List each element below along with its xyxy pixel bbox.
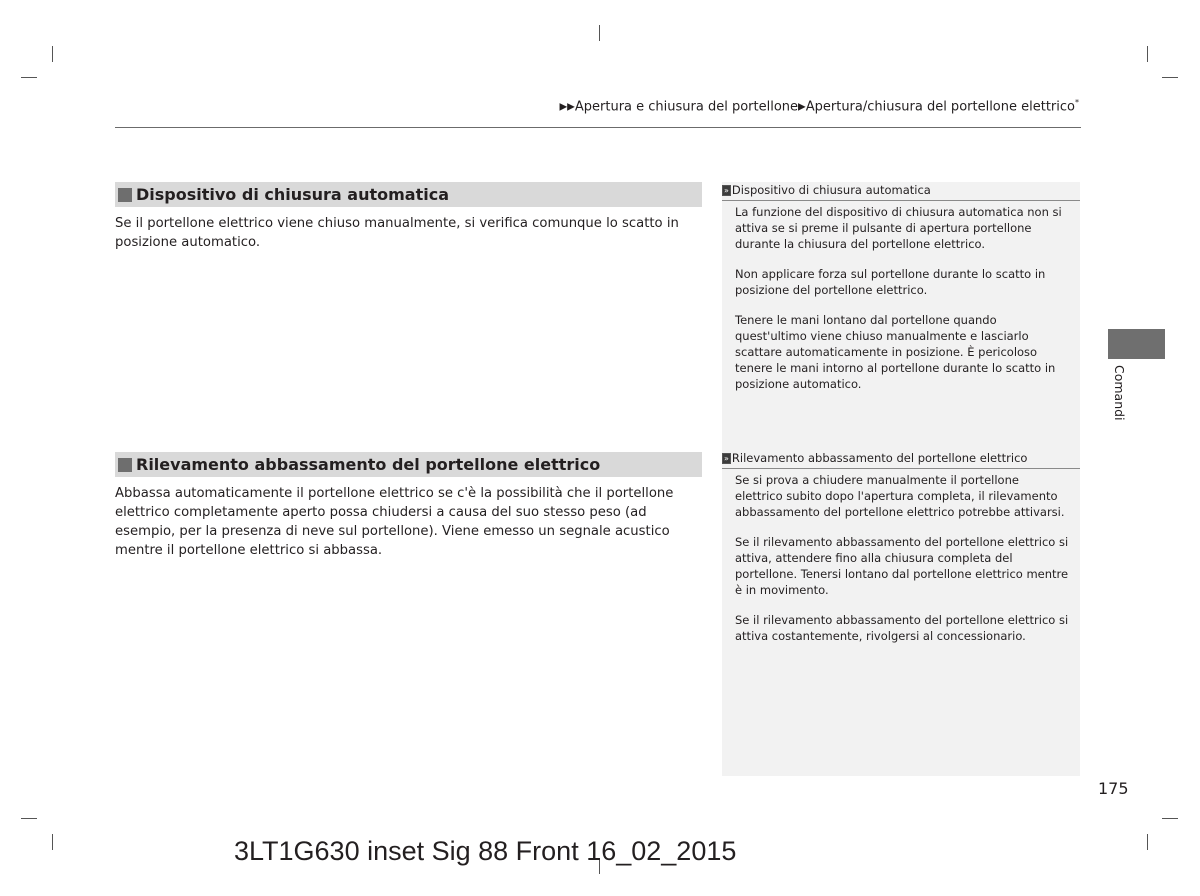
note-tag-icon: »: [724, 454, 729, 463]
section-heading-text: Dispositivo di chiusura automatica: [136, 185, 450, 204]
breadcrumb-separator-icon: ▶: [798, 101, 806, 113]
crop-mark: [52, 46, 53, 62]
heading-square-icon: [118, 458, 132, 472]
section-body: Se il portellone elettrico viene chiuso manualmente, si verifica comunque lo scatto in posizione automatico.: [115, 216, 679, 250]
heading-square-icon: [118, 188, 132, 202]
breadcrumb: [559, 98, 1079, 114]
note-body: [735, 204, 1069, 406]
page-number: 175: [1098, 779, 1129, 798]
section-heading: [115, 182, 702, 207]
asterisk: *: [1075, 98, 1079, 107]
crop-mark: [599, 25, 600, 41]
breadcrumb-arrows-icon: ▶▶: [559, 101, 575, 113]
breadcrumb-item: Apertura/chiusura del portellone elettrico: [805, 99, 1075, 115]
print-slug: 3LT1G630 inset Sig 88 Front 16_02_2015: [234, 836, 737, 866]
note-tag-icon: »: [724, 186, 729, 195]
note-paragraph: Se si prova a chiudere manualmente il portellone elettrico subito dopo l'apertura completa, il rilevamento abbassamento del portellone elettrico potrebbe attivarsi.: [735, 473, 1065, 519]
section-heading-text: Rilevamento abbassamento del portellone elettrico: [136, 455, 601, 474]
note-title-text: Rilevamento abbassamento del portellone elettrico: [731, 451, 1028, 465]
chapter-tab: [1108, 329, 1165, 359]
crop-mark: [52, 834, 53, 850]
crop-mark: [1147, 46, 1148, 62]
crop-mark: [21, 77, 37, 78]
crop-mark: [1162, 818, 1178, 819]
header-divider: [115, 127, 1081, 128]
section-heading: [115, 452, 702, 477]
note-body: [735, 472, 1069, 658]
breadcrumb-item: Apertura e chiusura del portellone: [574, 99, 799, 115]
note-title-text: Dispositivo di chiusura automatica: [731, 183, 931, 197]
note-paragraph: Non applicare forza sul portellone durante lo scatto in posizione del portellone elettrico.: [735, 267, 1046, 297]
note-title: [722, 450, 1080, 469]
crop-mark: [21, 818, 37, 819]
note-paragraph: Se il rilevamento abbassamento del portellone elettrico si attiva costantemente, rivolgersi al concessionario.: [735, 613, 1069, 643]
note-paragraph: La funzione del dispositivo di chiusura automatica non si attiva se si preme il pulsante di apertura portellone durante la chiusura del portellone elettrico.: [735, 205, 1062, 251]
note-paragraph: Se il rilevamento abbassamento del portellone elettrico si attiva, attendere fino alla chiusura completa del portellone. Tenersi lontano dal portellone elettrico mentre è in movimento.: [735, 535, 1069, 597]
chapter-tab-label: Comandi: [1112, 365, 1127, 421]
note-title: [722, 182, 1080, 201]
crop-mark: [1147, 834, 1148, 850]
section-body: Abbassa automaticamente il portellone elettrico se c'è la possibilità che il portellone elettrico completamente aperto possa chiudersi a causa del suo stesso peso (ad esempio, per la presenza di neve sul portellone). Viene emesso un segnale acustico mentre il portellone elettrico si abbassa.: [115, 486, 674, 558]
crop-mark: [1162, 77, 1178, 78]
note-paragraph: Tenere le mani lontano dal portellone quando quest'ultimo viene chiuso manualmente e lasciarlo scattare automaticamente in posizione. È pericoloso tenere le mani intorno al portellone durante lo scatto in posizione automatico.: [735, 313, 1056, 391]
